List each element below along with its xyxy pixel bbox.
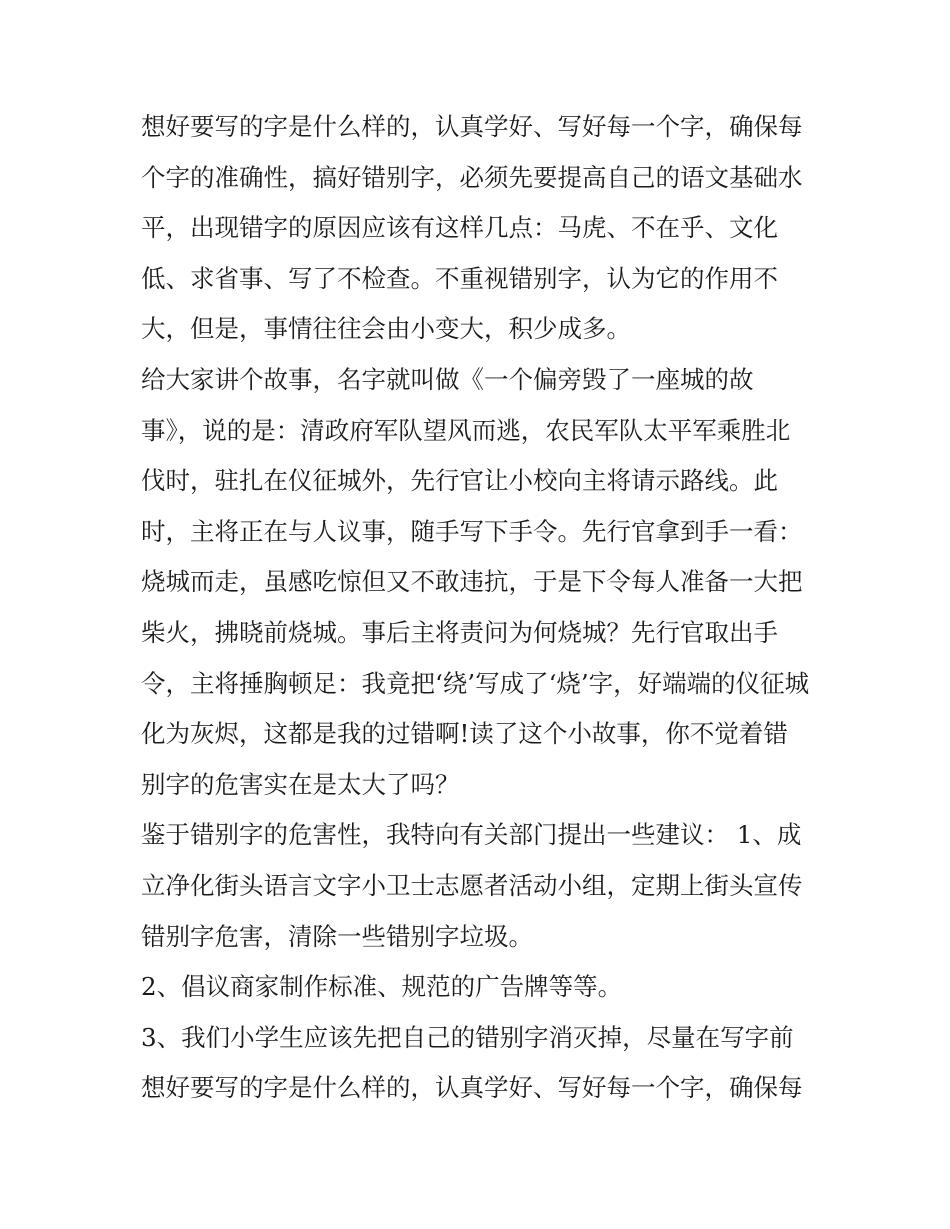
text-line: 化为灰烬，这都是我的过错啊!读了这个小故事，你不觉着错 [141, 719, 788, 749]
text-line: 立净化街头语言文字小卫士志愿者活动小组，定期上街头宣传 [141, 870, 803, 900]
text-line: 想好要写的字是什么样的，认真学好、写好每一个字，确保每 [141, 1073, 803, 1103]
text-line: 个字的准确性，搞好错别字，必须先要提高自己的语文基础水 [141, 162, 803, 192]
text-line: 令，主将捶胸顿足：我竟把‘绕’写成了‘烧’字，好端端的仪征城 [141, 668, 810, 698]
text-line: 事》，说的是：清政府军队望风而逃，农民军队太平军乘胜北 [141, 415, 791, 445]
text-line: 大，但是，事情往往会由小变大，积少成多。 [141, 314, 631, 344]
text-line: 低、求省事、写了不检查。不重视错别字，认为它的作用不 [141, 263, 778, 293]
document-body [141, 102, 821, 1114]
text-line: 鉴于错别字的危害性，我特向有关部门提出一些建议： 1、成 [141, 820, 802, 850]
text-line: 2、倡议商家制作标准、规范的广告牌等等。 [141, 972, 623, 1002]
text-line: 伐时，驻扎在仪征城外，先行官让小校向主将请示路线。此 [141, 466, 778, 496]
text-line: 烧城而走，虽感吃惊但又不敢违抗，于是下令每人准备一大把 [141, 567, 803, 597]
text-line: 时，主将正在与人议事，随手写下手令。先行官拿到手一看： [141, 516, 803, 546]
text-line: 想好要写的字是什么样的，认真学好、写好每一个字，确保每 [141, 112, 803, 141]
text-line: 错别字危害，清除一些错别字垃圾。 [141, 921, 533, 951]
text-line: 别字的危害实在是太大了吗？ [141, 769, 460, 799]
text-line: 3、我们小学生应该先把自己的错别字消灭掉，尽量在写字前 [141, 1022, 794, 1052]
text-line: 平，出现错字的原因应该有这样几点：马虎、不在乎、文化 [141, 213, 778, 243]
text-line: 给大家讲个故事，名字就叫做《一个偏旁毁了一座城的故 [141, 364, 754, 394]
text-line: 柴火，拂晓前烧城。事后主将责问为何烧城？先行官取出手 [141, 617, 778, 647]
